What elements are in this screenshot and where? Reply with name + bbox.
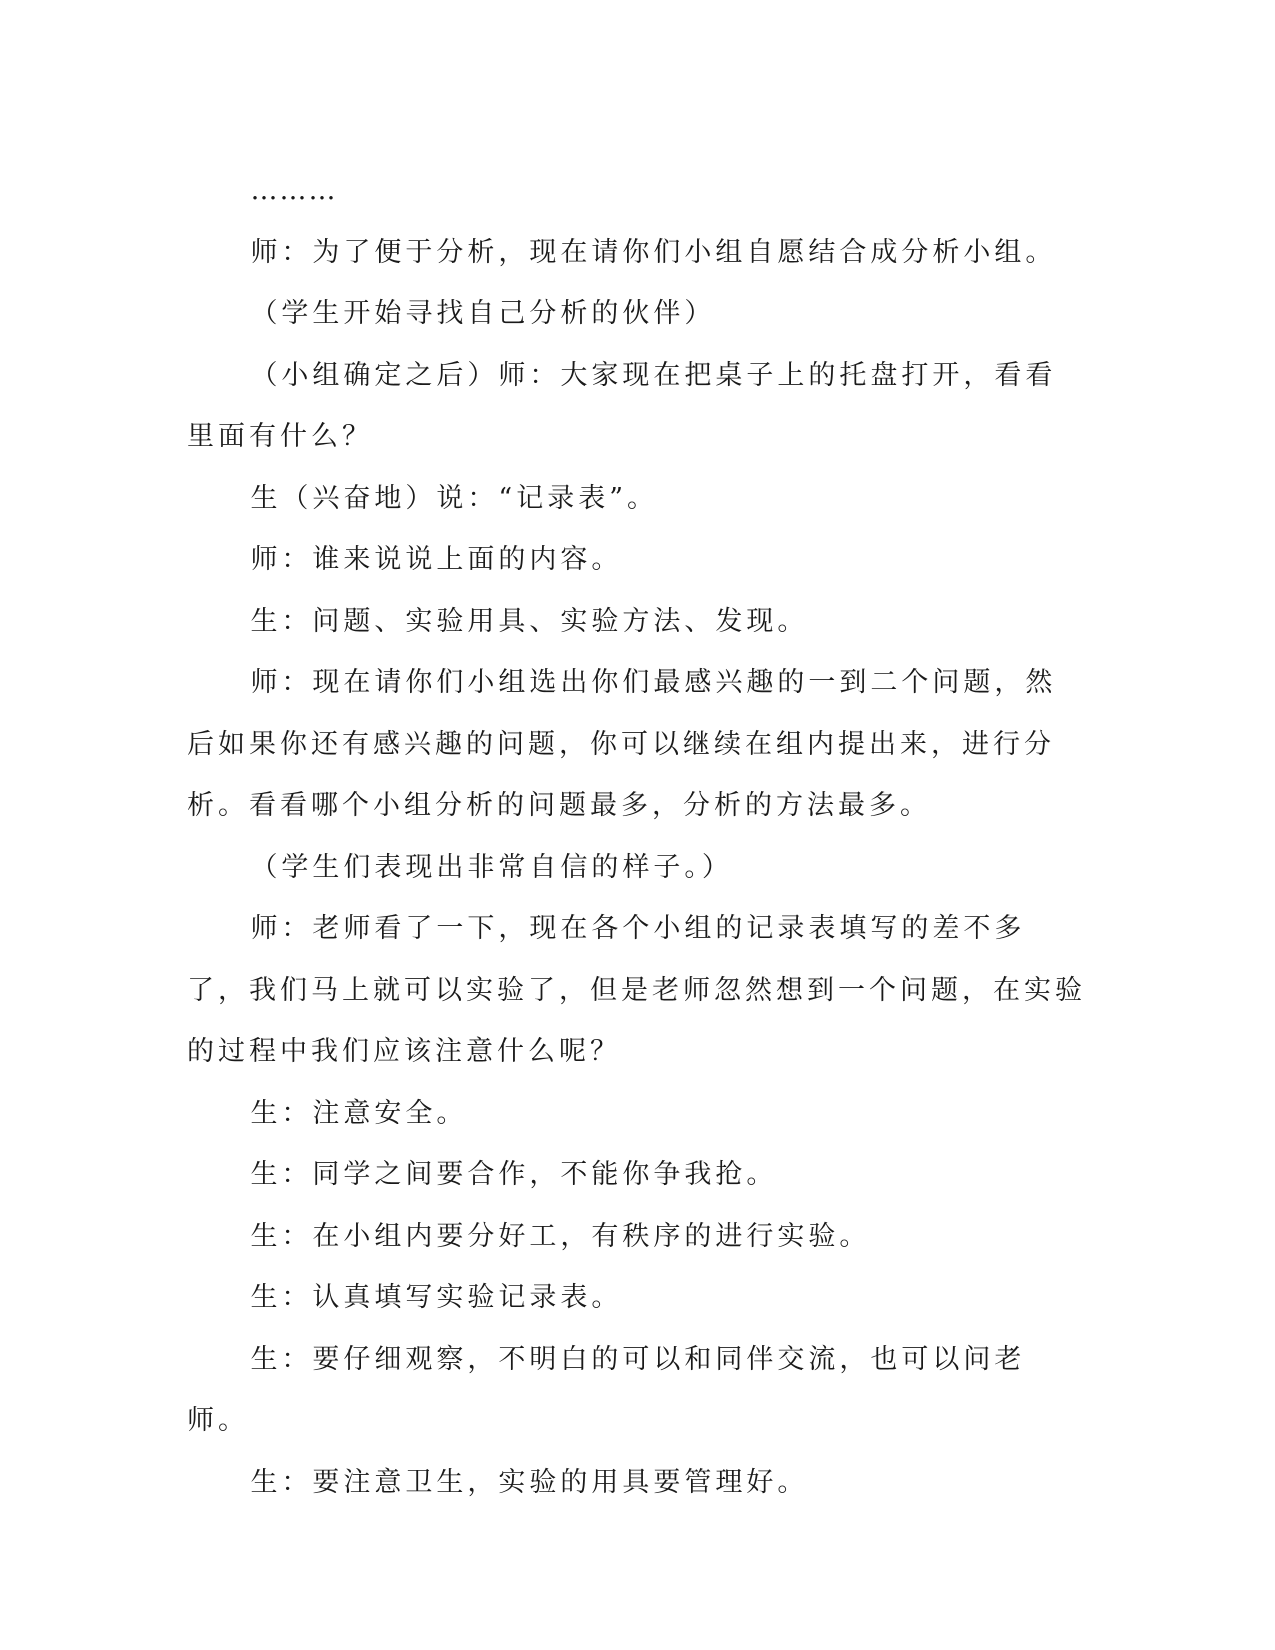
paragraph-open-tray: （小组确定之后）师：大家现在把桌子上的托盘打开，看看里面有什么？ bbox=[187, 359, 1057, 452]
paragraph-who-explains: 师：谁来说说上面的内容。 bbox=[250, 544, 623, 575]
document-body bbox=[187, 160, 1087, 1513]
paragraph-answer-fill-record: 生：认真填写实验记录表。 bbox=[250, 1282, 623, 1313]
paragraph-answer-observe: 生：要仔细观察，不明白的可以和同伴交流，也可以问老师。 bbox=[187, 1343, 1026, 1436]
paragraph-students-find-partners: （学生开始寻找自己分析的伙伴） bbox=[250, 298, 716, 329]
paragraph-sheet-contents: 生：问题、实验用具、实验方法、发现。 bbox=[250, 605, 809, 637]
paragraph-answer-division-of-labor: 生：在小组内要分好工，有秩序的进行实验。 bbox=[250, 1220, 871, 1252]
paragraph-choose-questions: 师：现在请你们小组选出你们最感兴趣的一到二个问题，然后如果你还有感兴趣的问题，你可以继续在组内提出来，进行分析。看看哪个小组分析的问题最多，分析的方法最多。 bbox=[187, 667, 1057, 821]
paragraph-teacher-grouping: 师：为了便于分析，现在请你们小组自愿结合成分析小组。 bbox=[250, 236, 1057, 268]
paragraph-students-confident: （学生们表现出非常自信的样子。） bbox=[250, 851, 733, 883]
paragraph-answer-safety: 生：注意安全。 bbox=[250, 1097, 468, 1129]
ellipsis-line: ……… bbox=[250, 175, 338, 206]
paragraph-answer-cooperate: 生：同学之间要合作，不能你争我抢。 bbox=[250, 1159, 778, 1190]
paragraph-record-sheet: 生（兴奋地）说：“记录表”。 bbox=[250, 482, 659, 514]
paragraph-answer-hygiene: 生：要注意卫生，实验的用具要管理好。 bbox=[250, 1466, 809, 1498]
paragraph-precautions-question: 师：老师看了一下，现在各个小组的记录表填写的差不多了，我们马上就可以实验了，但是老师忽然想到一个问题，在实验的过程中我们应该注意什么呢？ bbox=[187, 913, 1086, 1067]
